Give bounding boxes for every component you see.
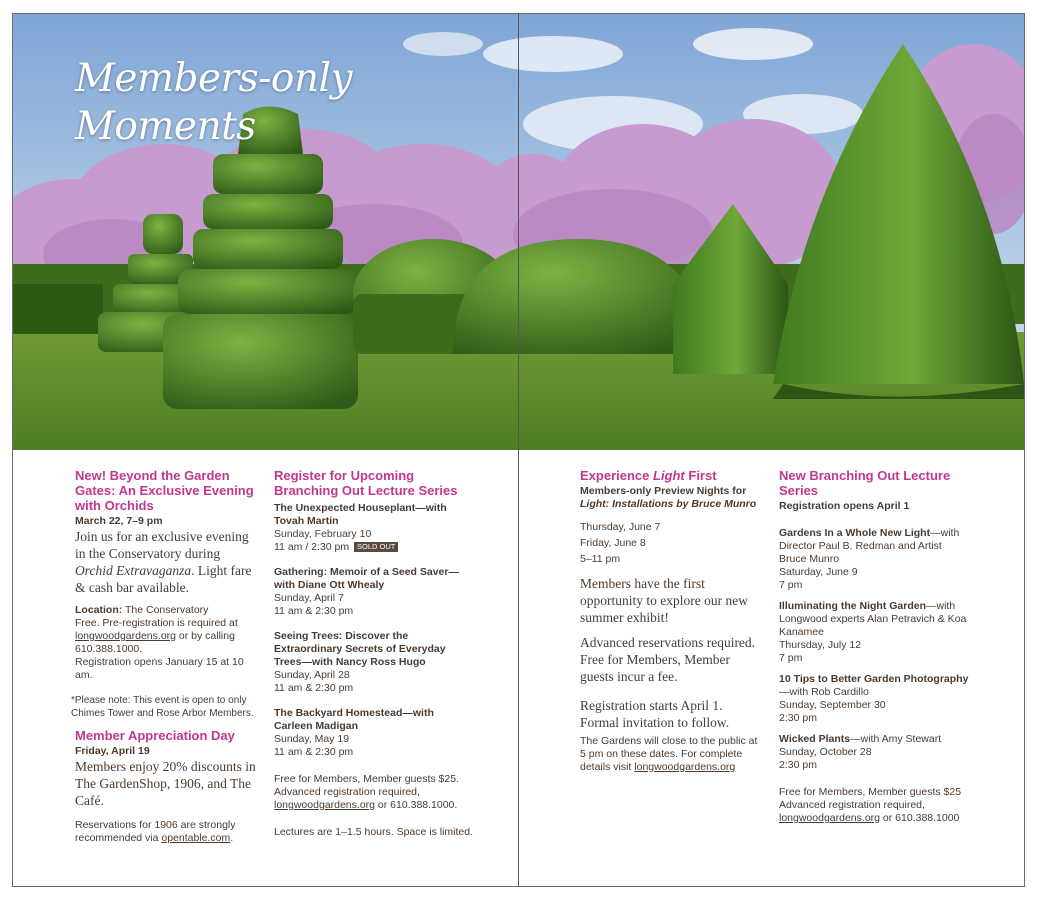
event-reservations: Reservations for 1906 are strongly recommended via opentable.com. bbox=[75, 819, 236, 844]
light-reservations: Advanced reservations required. Free for Members, Member guests incur a fee. bbox=[580, 635, 756, 684]
lecture-item bbox=[779, 600, 969, 665]
lecture-item bbox=[274, 502, 474, 554]
light-event-subtitle: Members-only Preview Nights for Light: Installations by Bruce Munro bbox=[580, 485, 757, 510]
lecture-date: Sunday, October 28 bbox=[779, 746, 872, 758]
lecture-time: 11 am & 2:30 pm bbox=[274, 746, 354, 758]
lecture-series-heading: Register for Upcoming Branching Out Lecture Series bbox=[274, 468, 458, 498]
column-1 bbox=[71, 468, 260, 845]
lecture-pricing: Free for Members, Member guests $25 Advanced registration required, longwoodgardens.org or 610.388.1000 bbox=[779, 786, 962, 824]
event-note: *Please note: This event is open to only Chimes Tower and Rose Arbor Members. bbox=[71, 695, 254, 719]
light-closing-note: The Gardens will close to the public at 5 pm on these dates. For complete details visit longwoodgardens.org bbox=[580, 735, 758, 773]
lecture-item bbox=[779, 733, 969, 772]
lecture-title: Wicked Plants—with Amy Stewart bbox=[779, 733, 942, 745]
lecture-title: Gardens In a Whole New Light—with Director Paul B. Redman and Artist Bruce Munro bbox=[779, 527, 960, 565]
lecture-time: 11 am / 2:30 pm SOLD OUT bbox=[274, 541, 474, 554]
lecture-item bbox=[274, 566, 474, 618]
lecture-time: 7 pm bbox=[779, 579, 803, 591]
lecture-title: The Backyard Homestead—with Carleen Madigan bbox=[274, 707, 434, 732]
lecture-length-note: Lectures are 1–1.5 hours. Space is limited. bbox=[274, 826, 474, 838]
lecture-title: The Unexpected Houseplant—with Tovah Martin bbox=[274, 502, 447, 527]
light-registration: Registration starts April 1. Formal invitation to follow. bbox=[580, 698, 730, 730]
light-date-2: Friday, June 8 bbox=[580, 537, 646, 549]
column-3 bbox=[580, 468, 760, 774]
lecture-time: 2:30 pm bbox=[779, 712, 817, 724]
light-time: 5–11 pm bbox=[580, 553, 621, 565]
lecture-time: 11 am & 2:30 pm bbox=[274, 682, 354, 694]
page-title bbox=[75, 55, 352, 151]
light-date-1: Thursday, June 7 bbox=[580, 521, 661, 533]
new-lecture-series-heading: New Branching Out Lecture Series bbox=[779, 468, 951, 498]
column-4 bbox=[779, 468, 969, 825]
event-heading-appreciation: Member Appreciation Day bbox=[75, 728, 235, 743]
event-heading-orchids: New! Beyond the Garden Gates: An Exclusive Evening with Orchids bbox=[75, 468, 254, 513]
lecture-time: 11 am & 2:30 pm bbox=[274, 605, 354, 617]
longwoodgardens-link[interactable]: longwoodgardens.org bbox=[75, 630, 176, 642]
lecture-date: Saturday, June 9 bbox=[779, 566, 858, 578]
lecture-time: 7 pm bbox=[779, 652, 803, 664]
lecture-date: Thursday, July 12 bbox=[779, 639, 862, 651]
lecture-title: Illuminating the Night Garden—with Longwood experts Alan Petravich & Koa Kanamee bbox=[779, 600, 967, 638]
registration-opens: Registration opens April 1 bbox=[779, 500, 910, 512]
event-date: March 22, 7–9 pm bbox=[75, 515, 163, 527]
lecture-pricing: Free for Members, Member guests $25. Advanced registration required, longwoodgardens.org or 610.388.1000. bbox=[274, 773, 459, 811]
title-line-2: Moments bbox=[75, 104, 256, 149]
lecture-item bbox=[779, 673, 969, 725]
opentable-link[interactable]: opentable.com bbox=[161, 832, 231, 844]
column-2 bbox=[274, 468, 474, 839]
event-registration: Free. Pre-registration is required at longwoodgardens.org or by calling 610.388.1000. bbox=[75, 617, 238, 655]
event-description: Members enjoy 20% discounts in The GardenShop, 1906, and The Café. bbox=[75, 759, 256, 808]
light-description: Members have the first opportunity to explore our new summer exhibit! bbox=[580, 576, 748, 625]
longwoodgardens-link[interactable]: longwoodgardens.org bbox=[634, 761, 736, 773]
lecture-item bbox=[274, 707, 474, 759]
lecture-title: Seeing Trees: Discover the Extraordinary Secrets of Everyday Trees—with Nancy Ross Hugo bbox=[274, 630, 446, 668]
event-date: Friday, April 19 bbox=[75, 745, 150, 757]
title-line-1: Members-only bbox=[75, 56, 352, 101]
longwoodgardens-link[interactable]: longwoodgardens.org bbox=[779, 812, 880, 824]
lecture-date: Sunday, February 10 bbox=[274, 528, 372, 540]
center-fold bbox=[518, 13, 519, 887]
lecture-date: Sunday, September 30 bbox=[779, 699, 886, 711]
longwoodgardens-link[interactable]: longwoodgardens.org bbox=[274, 799, 375, 811]
lecture-time: 2:30 pm bbox=[779, 759, 817, 771]
event-registration-opens: Registration opens January 15 at 10 am. bbox=[75, 656, 244, 681]
lecture-item bbox=[274, 630, 474, 695]
light-event-heading: Experience Light First bbox=[580, 468, 717, 483]
lecture-date: Sunday, April 28 bbox=[274, 669, 350, 681]
lecture-item bbox=[779, 527, 969, 592]
event-location: Location: The Conservatory bbox=[75, 604, 209, 616]
lecture-title: Gathering: Memoir of a Seed Saver—with Diane Ott Whealy bbox=[274, 566, 459, 591]
lecture-date: Sunday, April 7 bbox=[274, 592, 344, 604]
sold-out-badge: SOLD OUT bbox=[354, 542, 398, 552]
lecture-date: Sunday, May 19 bbox=[274, 733, 350, 745]
lecture-title: 10 Tips to Better Garden Photography—with Rob Cardillo bbox=[779, 673, 969, 698]
event-description: Join us for an exclusive evening in the Conservatory during Orchid Extravaganza. Light fare & cash bar available. bbox=[75, 529, 252, 595]
